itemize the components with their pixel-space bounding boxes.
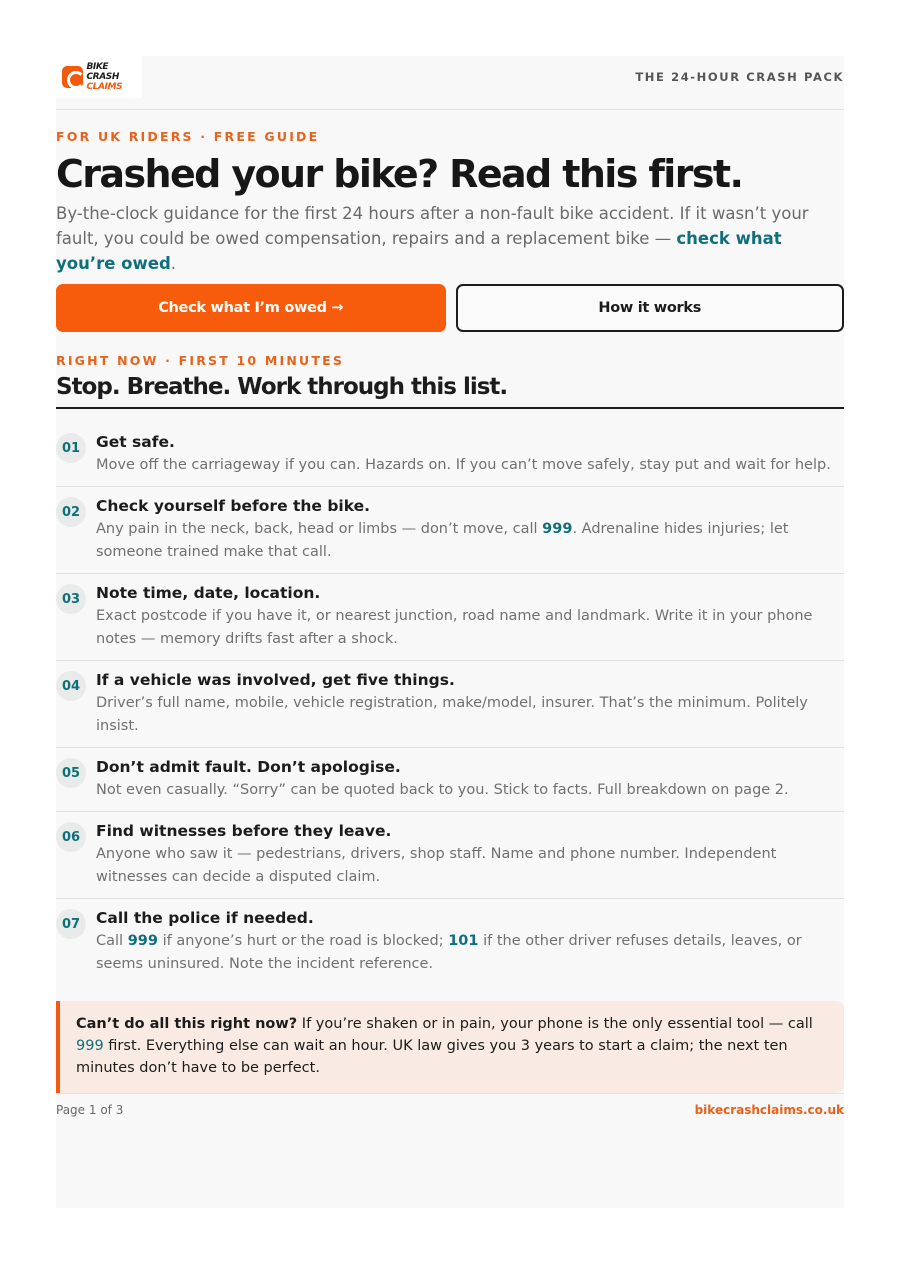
step-text-part: Exact postcode if you have it, or nearest junction, road name and landmark. Write it in your phone notes — memory drifts fast after a shock. (96, 608, 813, 647)
step-number: 07 (56, 909, 86, 939)
step-number: 02 (56, 497, 86, 527)
step-body (96, 820, 836, 889)
cta-row (56, 284, 844, 332)
step-title: Get safe. (96, 433, 175, 451)
callout-lead: Can’t do all this right now? (76, 1016, 298, 1032)
step-text (96, 930, 836, 976)
step-title: Don’t admit fault. Don’t apologise. (96, 758, 401, 776)
step-text-part: Call (96, 933, 128, 949)
step-text-part: Anyone who saw it — pedestrians, drivers, shop staff. Name and phone number. Independent witnesses can decide a disputed claim. (96, 846, 777, 885)
page-footer (56, 1093, 844, 1117)
section-eyebrow: RIGHT NOW · FIRST 10 MINUTES (56, 353, 345, 368)
phone-number: 101 (448, 933, 479, 949)
steps-list (56, 423, 844, 985)
page-number: Page 1 of 3 (56, 1103, 124, 1117)
step-text (96, 843, 836, 889)
step-body (96, 907, 836, 976)
step-text-part: Any pain in the neck, back, head or limbs — don’t move, call (96, 521, 543, 537)
step-body (96, 495, 836, 564)
step-text-part: Not even casually. “Sorry” can be quoted back to you. Stick to facts. Full breakdown on page 2. (96, 782, 789, 798)
section-title: Stop. Breathe. Work through this list. (56, 374, 844, 409)
page (56, 56, 844, 1208)
list-item (56, 748, 844, 812)
logo-wordmark: BIKE CRASH CLAIMS (86, 62, 123, 92)
step-text-part: if anyone’s hurt or the road is blocked; (157, 933, 449, 949)
hero-eyebrow: FOR UK RIDERS · FREE GUIDE (56, 129, 320, 144)
phone-number: 999 (127, 933, 158, 949)
step-text (96, 605, 836, 651)
step-number: 06 (56, 822, 86, 852)
site-link[interactable]: bikecrashclaims.co.uk (694, 1103, 844, 1117)
intro-paragraph: By-the-clock guidance for the first 24 hours after a non-fault bike accident. If it wasn’t your fault, you could be owed compensation, repairs and a replacement bike — check what you’re owed. (56, 204, 809, 273)
step-text-part: Move off the carriageway if you can. Hazards on. If you can’t move safely, stay put and wait for help. (96, 457, 831, 473)
list-item (56, 487, 844, 574)
list-item (56, 899, 844, 985)
step-text (96, 518, 836, 564)
logo (56, 56, 142, 98)
step-text (96, 454, 836, 477)
logo-mark-icon (62, 66, 83, 88)
step-title: Call the police if needed. (96, 909, 314, 927)
step-title: Note time, date, location. (96, 584, 321, 602)
list-item (56, 661, 844, 748)
page-title: Crashed your bike? Read this first. (56, 152, 743, 196)
step-number: 01 (56, 433, 86, 463)
step-title: If a vehicle was involved, get five things. (96, 671, 455, 689)
step-number: 03 (56, 584, 86, 614)
step-body (96, 669, 836, 738)
page-header (56, 56, 844, 110)
step-body (96, 431, 836, 477)
step-title: Find witnesses before they leave. (96, 822, 392, 840)
step-number: 05 (56, 758, 86, 788)
callout-phone: 999 (76, 1038, 104, 1054)
step-text (96, 692, 836, 738)
pack-label: THE 24-HOUR CRASH PACK (635, 70, 844, 84)
check-owed-button[interactable]: Check what I’m owed → (56, 284, 446, 332)
step-text-part: . Adrenaline hides injuries; let someone trained make that call. (96, 521, 789, 560)
step-body (96, 756, 836, 802)
list-item (56, 574, 844, 661)
phone-number: 999 (542, 521, 573, 537)
step-text-part: Driver’s full name, mobile, vehicle registration, make/model, insurer. That’s the minimum. Politely insist. (96, 695, 808, 734)
step-title: Check yourself before the bike. (96, 497, 371, 515)
list-item (56, 423, 844, 487)
step-number: 04 (56, 671, 86, 701)
step-body (96, 582, 836, 651)
step-text (96, 779, 836, 802)
how-it-works-button[interactable]: How it works (456, 284, 845, 332)
check-owed-link[interactable]: check what you’re owed (56, 229, 782, 273)
list-item (56, 812, 844, 899)
step-text-part: if the other driver refuses details, leaves, or seems uninsured. Note the incident reference. (96, 933, 802, 972)
callout-box: Can’t do all this right now? If you’re shaken or in pain, your phone is the only essential tool — call 999 first. Everything else can wait an hour. UK law gives you 3 years to start a claim; the next ten minutes don’t have to be perfect. (56, 1001, 844, 1093)
